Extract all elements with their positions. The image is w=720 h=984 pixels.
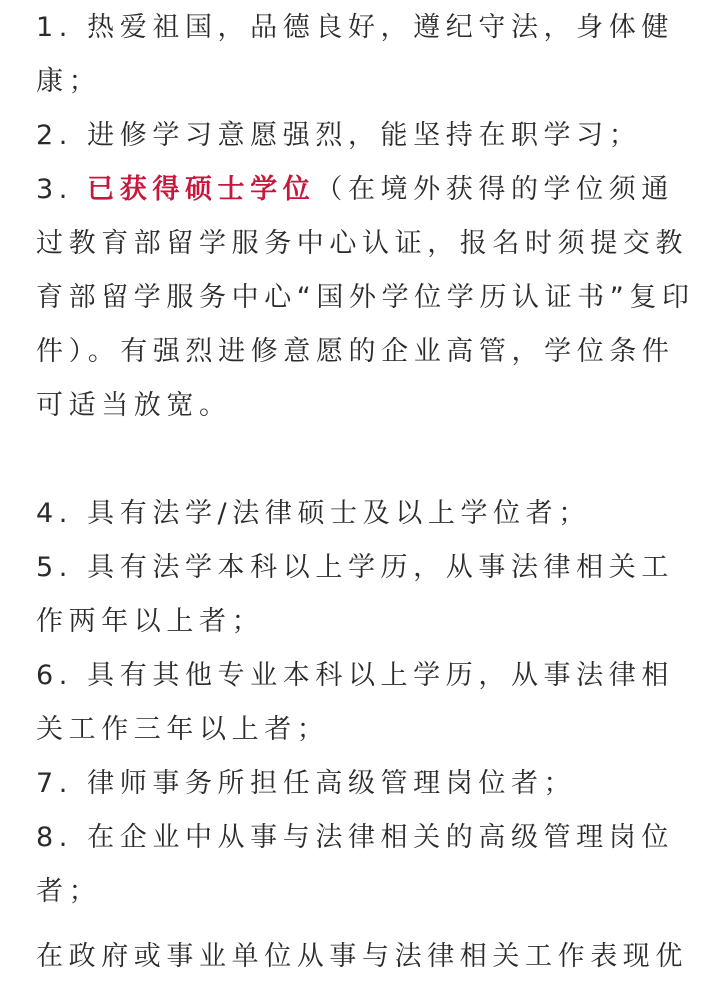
list-item-3-number: 3. [36,174,88,205]
list-item-1-line-1: 1. 热爱祖国，品德良好，遵纪守法，身体健 [36,12,674,43]
list-item-3-line-2: 过教育部留学服务中心认证，报名时须提交教 [36,228,688,259]
list-item-8-line-1: 8. 在企业中从事与法律相关的高级管理岗位 [36,822,674,853]
list-item-8-line-2: 者； [36,876,102,907]
list-item-2: 2. 进修学习意愿强烈，能坚持在职学习； [36,120,642,151]
list-item-6-line-1: 6. 具有其他专业本科以上学历，从事法律相 [36,660,674,691]
list-item-3-line-1 [36,163,684,217]
list-item-3-line-5: 可适当放宽。 [36,390,232,421]
list-item-5-line-2: 作两年以上者； [36,606,265,637]
list-item-3-line-3: 育部留学服务中心“国外学位学历认证书”复印 [36,282,695,313]
list-item-3-text: （在境外获得的学位须通 [315,174,674,205]
paragraph-spacer [36,433,684,487]
list-item-5-line-1: 5. 具有法学本科以上学历，从事法律相关工 [36,552,674,583]
requirements-list [36,0,695,919]
list-item-3-line-4: 件）。有强烈进修意愿的企业高管，学位条件 [36,336,675,367]
list-item-1-line-2: 康； [36,66,102,97]
list-item-4: 4. 具有法学/法律硕士及以上学位者； [36,498,591,529]
list-item-7: 7. 律师事务所担任高级管理岗位者； [36,768,577,799]
list-item-6-line-2: 关工作三年以上者； [36,714,330,745]
cut-off-line: 在政府或事业单位从事与法律相关工作表现优 [36,941,688,972]
degree-requirement-highlight: 已获得硕士学位 [87,174,316,205]
